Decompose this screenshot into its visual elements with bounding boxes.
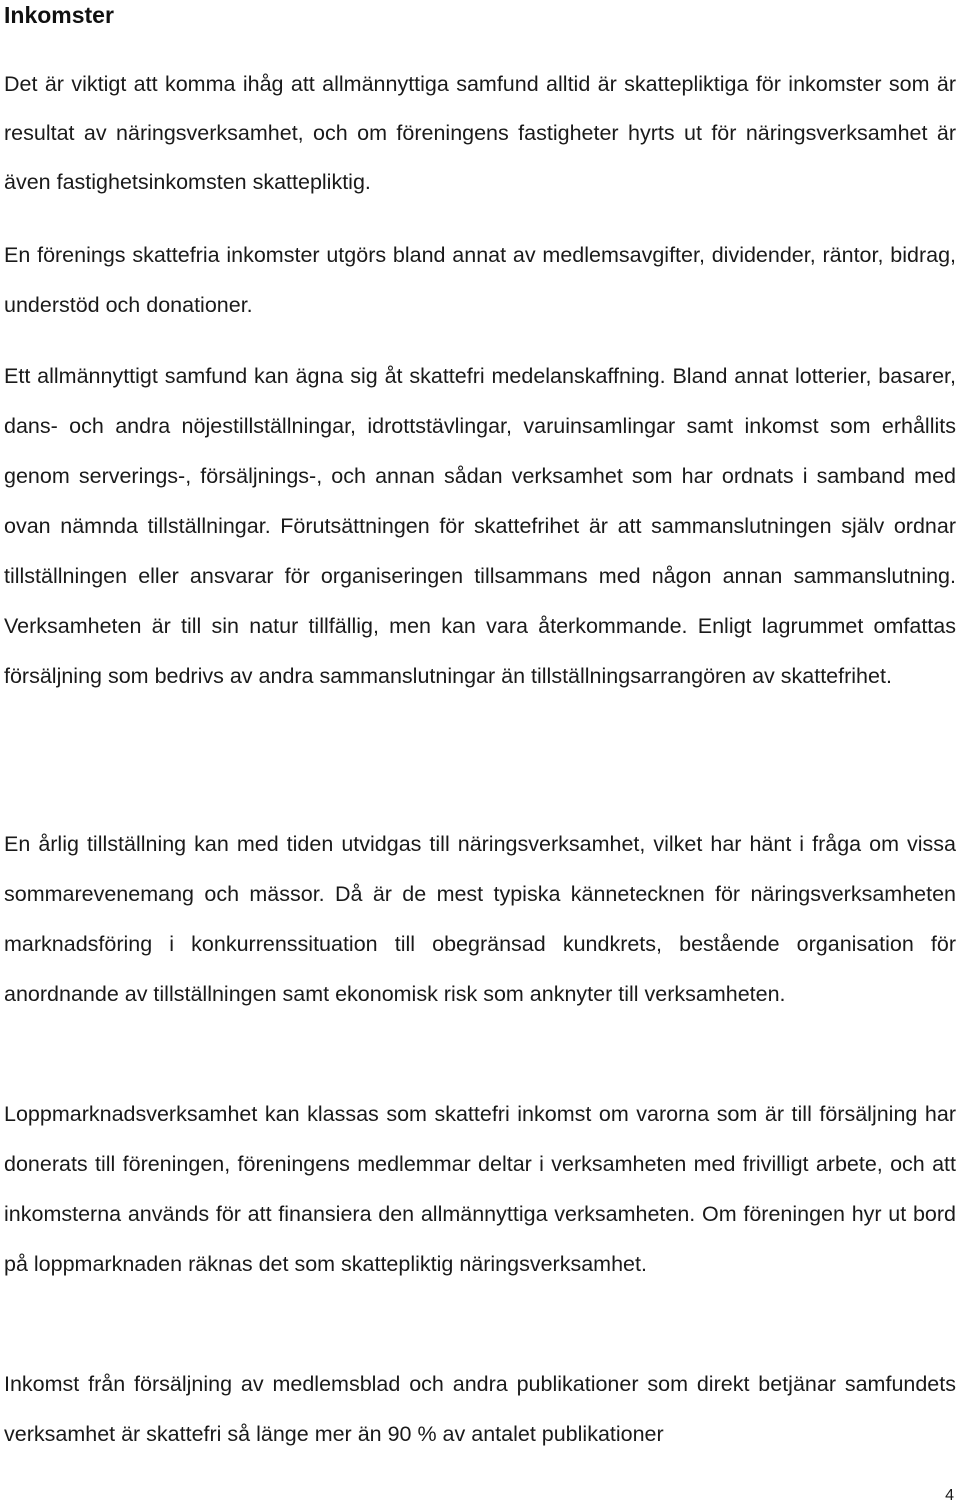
paragraph-fundraising: Ett allmännyttigt samfund kan ägna sig åt skattefri medelanskaffning. Bland annat lotterier, basarer, dans- och andra nöjestillställningar, idrottstävlingar, varuinsamlingar samt inkomst som erhållits genom serverings-, försäljnings-, och annan sådan verksamhet som har ordnats i samband med ovan nämnda tillställningar. Förutsättningen för skattefrihet är att sammanslutningen själv ordnar tillställningen eller ansvarar för organiseringen tillsammans med någon annan sammanslutning. Verksamheten är till sin natur tillfällig, men kan vara återkommande. Enligt lagrummet omfattas försäljning som bedrivs av andra sammanslutningar än tillställningsarrangören av skattefrihet.	[4, 364, 956, 688]
paragraph-annual-events: En årlig tillställning kan med tiden utvidgas till näringsverksamhet, vilket har hänt i fråga om vissa sommarevenemang och mässor. Då är de mest typiska kännetecknen för näringsverksamheten marknadsföring i konkurrenssituation till obegränsad kundkrets, bestående organisation för anordnande av tillställningen samt ekonomisk risk som anknyter till verksamheten.	[4, 832, 956, 1006]
paragraph-publications: Inkomst från försäljning av medlemsblad och andra publikationer som direkt betjänar samfundets verksamhet är skattefri så länge mer än 90 % av antalet publikationer	[4, 1372, 956, 1446]
paragraph-flea-market: Loppmarknadsverksamhet kan klassas som skattefri inkomst om varorna som är till försäljning har donerats till föreningen, föreningens medlemmar deltar i verksamheten med frivilligt arbete, och att inkomsterna används för att finansiera den allmännyttiga verksamheten. Om föreningen hyr ut bord på loppmarknaden räknas det som skattepliktig näringsverksamhet.	[4, 1102, 956, 1276]
page-number: 4	[945, 1487, 954, 1504]
paragraph-tax-free-income: En förenings skattefria inkomster utgörs bland annat av medlemsavgifter, dividender, räntor, bidrag, understöd och donationer.	[4, 243, 956, 317]
paragraph-tax-liability: Det är viktigt att komma ihåg att allmännyttiga samfund alltid är skattepliktiga för inkomster som är resultat av näringsverksamhet, och om föreningens fastigheter hyrts ut för näringsverksamhet är även fastighetsinkomsten skattepliktig.	[4, 72, 956, 194]
page-title: Inkomster	[4, 2, 114, 28]
